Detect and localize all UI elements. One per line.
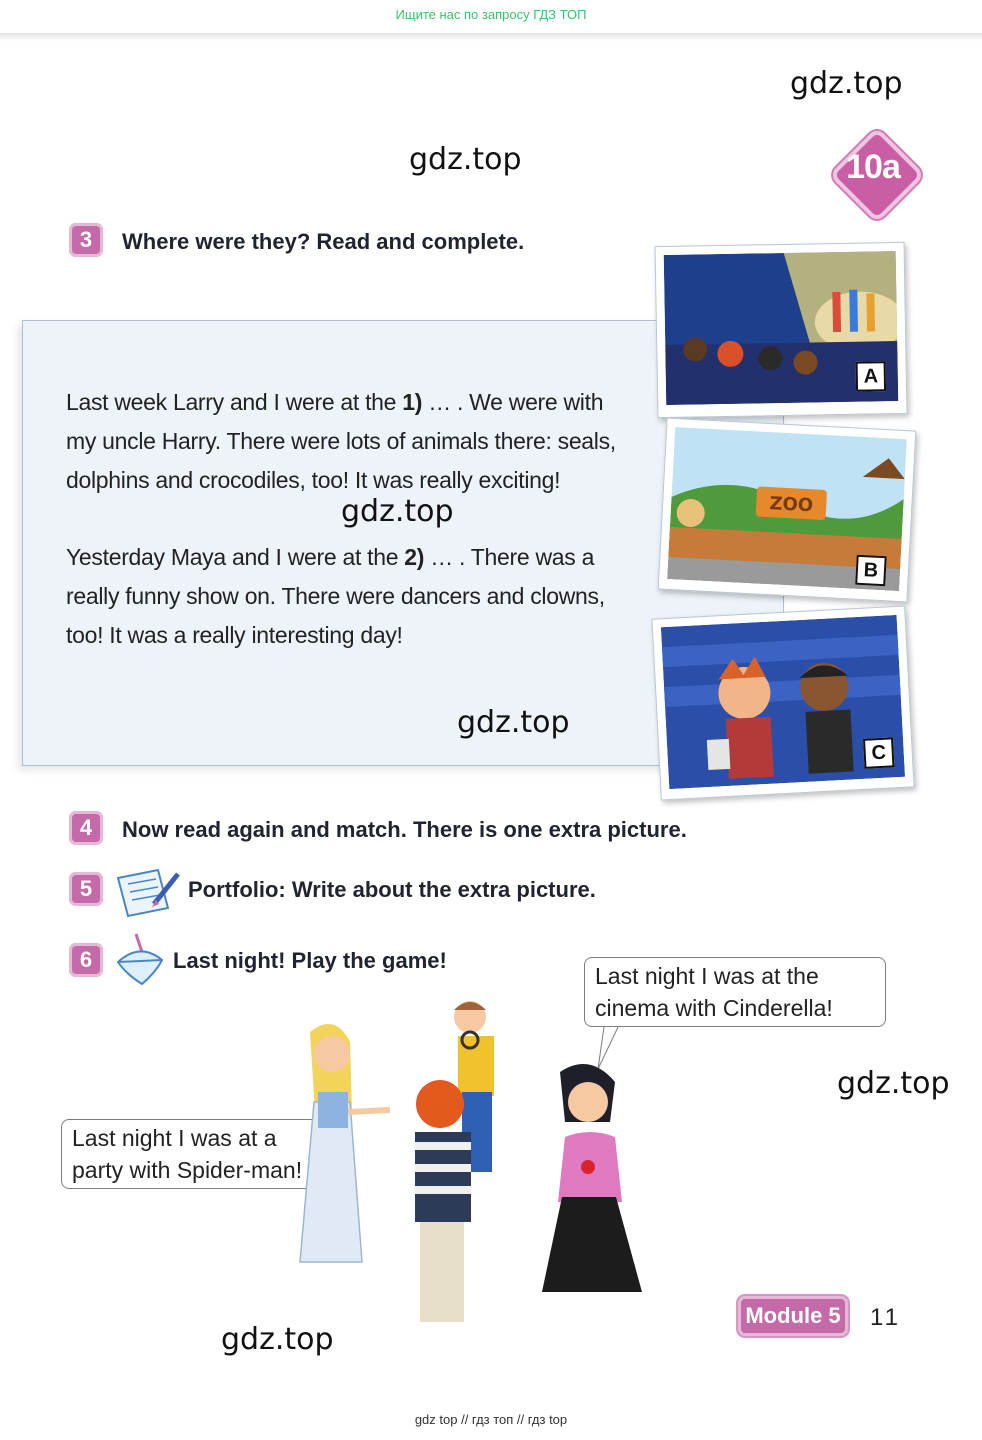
paragraph-2-start: Yesterday Maya and I were at the (66, 544, 405, 570)
paragraph-1-start: Last week Larry and I were at the (66, 389, 403, 415)
page-number: 11 (870, 1304, 901, 1331)
gap-2: 2) (404, 544, 425, 570)
module-badge: Module 5 (738, 1296, 848, 1336)
exercise-6-instruction: Last night! Play the game! (173, 948, 447, 973)
children-illustration (290, 992, 670, 1338)
gap-1: 1) (402, 389, 423, 415)
footer-links[interactable]: gdz top // гдз топ // гдз top (414, 1412, 568, 1427)
exercise-4-instruction: Now read again and match. There is one extra picture. (122, 817, 687, 842)
zoo-sign: ZOO (768, 493, 814, 517)
watermark: gdz.top (837, 1066, 950, 1101)
portfolio-icon (114, 864, 182, 920)
spinning-top-icon (112, 932, 168, 988)
watermark: gdz.top (221, 1322, 334, 1357)
unit-badge (830, 128, 916, 214)
paragraph-2-rest: … . There was a really funny show on. There were dancers and clowns, too! It was a really interesting day! (66, 544, 605, 648)
exercise-3-instruction: Where were they? Read and complete. (122, 229, 525, 254)
search-hint[interactable]: Ищите нас по запросу ГДЗ ТОП (395, 7, 587, 22)
picture-a (655, 242, 908, 418)
speech-bubble-party: Last night I was at a party with Spider-man! (61, 1119, 345, 1189)
exercise-5-instruction: Portfolio: Write about the extra picture. (188, 877, 596, 902)
speech-bubble-cinema: Last night I was at the cinema with Cinderella! (584, 957, 886, 1027)
unit-badge-label: 10a (846, 148, 900, 186)
paragraph-1-rest: … . We were with my uncle Harry. There were lots of animals there: seals, dolphins and crocodiles, too! It was really exciting! (66, 389, 616, 493)
top-search-bar[interactable] (0, 0, 982, 32)
exercise-5-number: 5 (69, 872, 103, 906)
exercise-4-number: 4 (69, 811, 103, 845)
watermark: gdz.top (790, 66, 903, 101)
picture-b-letter: B (855, 555, 887, 587)
watermark: gdz.top (457, 705, 570, 740)
picture-a-letter: A (856, 361, 887, 392)
picture-c-letter: C (863, 737, 895, 769)
exercise-3-number: 3 (69, 223, 103, 257)
watermark: gdz.top (409, 142, 522, 177)
picture-b (658, 418, 917, 603)
paragraph-1 (66, 383, 626, 500)
page-edge (0, 33, 982, 41)
exercise-6-number: 6 (69, 943, 103, 977)
picture-c (651, 605, 914, 800)
watermark: gdz.top (341, 494, 454, 529)
paragraph-2 (66, 538, 626, 655)
